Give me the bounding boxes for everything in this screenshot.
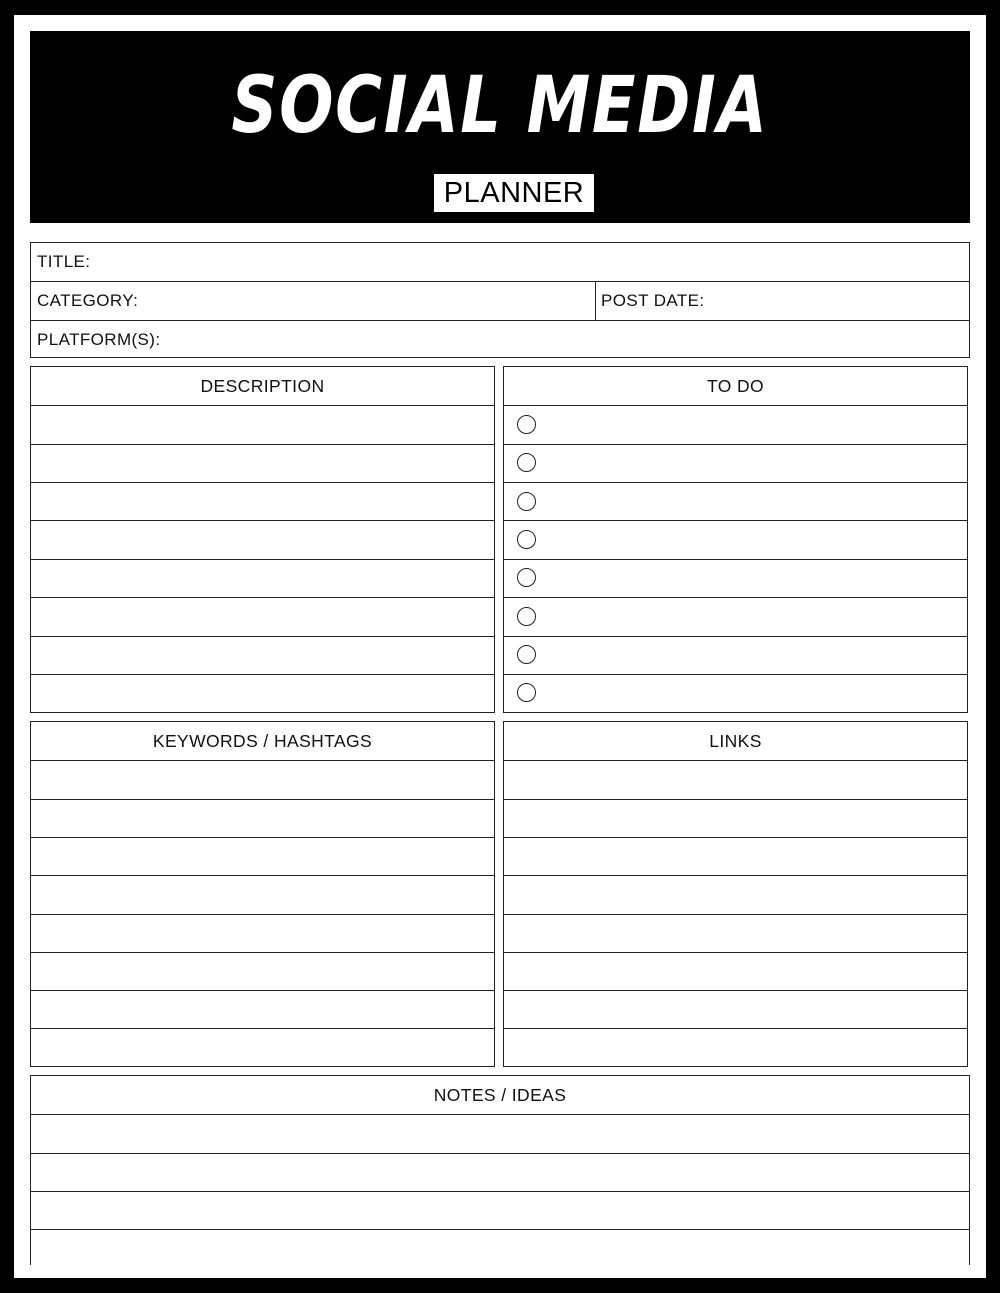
description-line[interactable] — [31, 636, 494, 637]
title-field[interactable] — [31, 243, 969, 281]
links-section — [503, 721, 968, 1067]
notes-line[interactable] — [31, 1229, 969, 1230]
header-banner — [30, 31, 970, 223]
links-line[interactable] — [504, 990, 967, 991]
notes-section — [30, 1075, 970, 1265]
platforms-label: PLATFORM(S): — [37, 330, 161, 349]
todo-checkbox[interactable] — [517, 645, 536, 664]
todo-checkbox[interactable] — [517, 492, 536, 511]
title-label: TITLE: — [37, 252, 91, 271]
todo-checkbox[interactable] — [517, 415, 536, 434]
todo-checkbox[interactable] — [517, 568, 536, 587]
description-line[interactable] — [31, 559, 494, 560]
category-field[interactable] — [31, 282, 595, 320]
todo-header: TO DO — [706, 376, 765, 396]
description-line[interactable] — [31, 444, 494, 445]
planner-sheet — [14, 15, 986, 1278]
keywords-header: KEYWORDS / HASHTAGS — [152, 731, 373, 751]
todo-section — [503, 366, 968, 713]
category-label: CATEGORY: — [37, 291, 139, 310]
description-line[interactable] — [31, 674, 494, 675]
links-line[interactable] — [504, 914, 967, 915]
todo-checkbox[interactable] — [517, 530, 536, 549]
notes-line[interactable] — [31, 1153, 969, 1154]
todo-checkbox[interactable] — [517, 453, 536, 472]
keywords-line[interactable] — [31, 1028, 494, 1029]
info-fields — [30, 242, 970, 358]
notes-line[interactable] — [31, 1191, 969, 1192]
description-line[interactable] — [31, 482, 494, 483]
keywords-line[interactable] — [31, 914, 494, 915]
description-section — [30, 366, 495, 713]
links-line[interactable] — [504, 952, 967, 953]
keywords-line[interactable] — [31, 837, 494, 838]
page-title: SOCIAL MEDIA — [231, 61, 769, 151]
notes-header: NOTES / IDEAS — [433, 1085, 567, 1105]
links-line[interactable] — [504, 875, 967, 876]
links-header: LINKS — [709, 731, 762, 751]
page-subtitle: PLANNER — [434, 174, 594, 212]
keywords-line[interactable] — [31, 875, 494, 876]
keywords-section — [30, 721, 495, 1067]
description-line[interactable] — [31, 520, 494, 521]
post-date-label: POST DATE: — [601, 291, 705, 310]
description-header: DESCRIPTION — [200, 376, 325, 396]
todo-checkbox[interactable] — [517, 607, 536, 626]
keywords-line[interactable] — [31, 990, 494, 991]
keywords-line[interactable] — [31, 799, 494, 800]
platforms-field[interactable] — [31, 321, 969, 358]
links-line[interactable] — [504, 799, 967, 800]
post-date-field[interactable] — [596, 282, 969, 320]
todo-checkbox[interactable] — [517, 683, 536, 702]
links-line[interactable] — [504, 837, 967, 838]
description-line[interactable] — [31, 597, 494, 598]
links-line[interactable] — [504, 1028, 967, 1029]
keywords-line[interactable] — [31, 952, 494, 953]
